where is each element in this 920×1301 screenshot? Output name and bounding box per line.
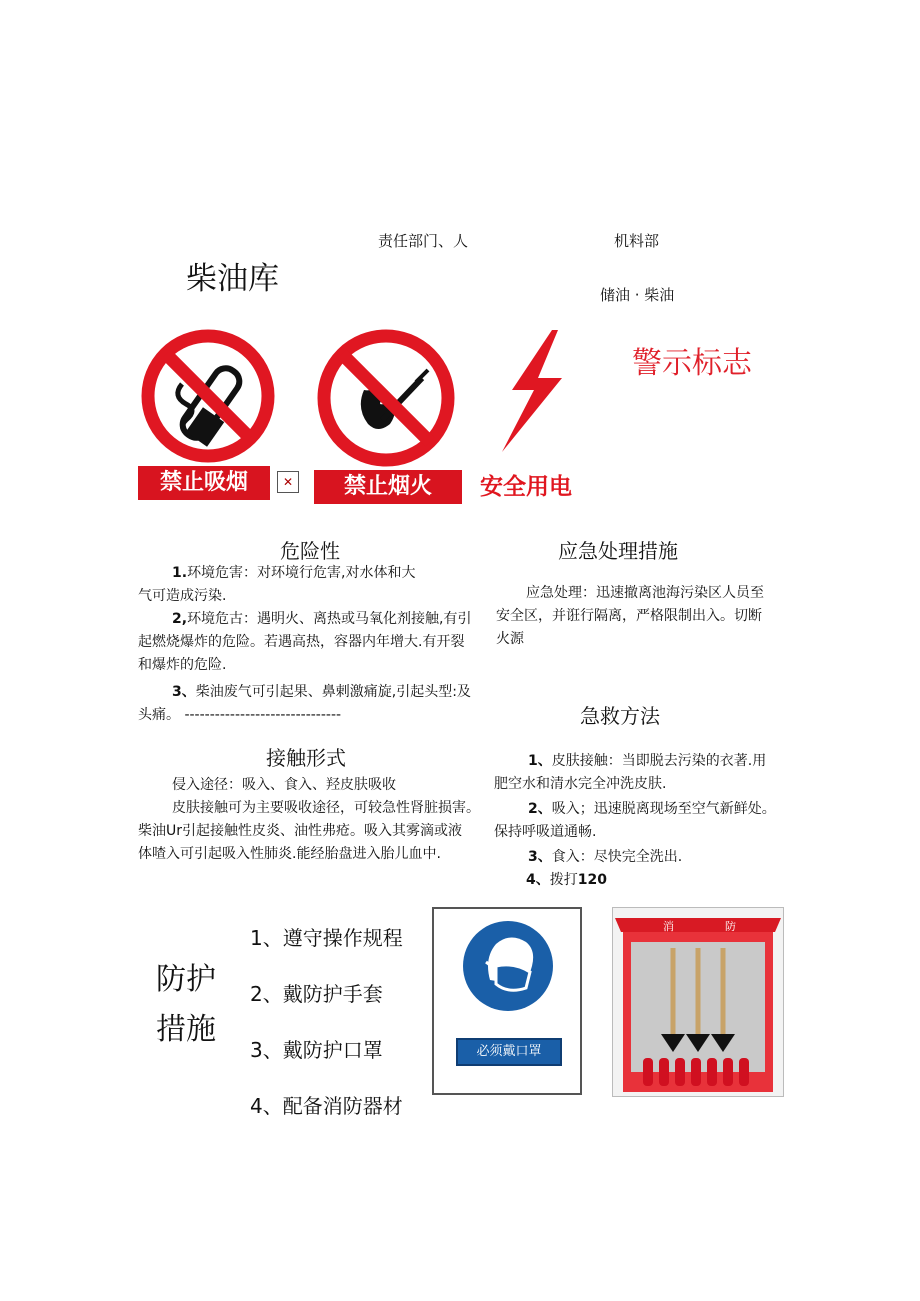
protection-item: 3、戴防护口罩 xyxy=(250,1038,383,1062)
first-aid-list xyxy=(494,750,776,892)
contact-line: 皮肤接触可为主要吸收途径，可较急性肾脏损害。 xyxy=(172,800,480,816)
danger-item: 3、柴油废气可引起果、鼻剌激痛旋,引起头型:及 xyxy=(172,684,471,700)
first-aid-item: 4、拨打120 xyxy=(526,872,607,888)
contact-text xyxy=(138,774,480,866)
fire-equipment-cabinet-image xyxy=(612,907,784,1097)
contact-line: 侵入途径：吸入、食入、羟皮肤吸收 xyxy=(172,777,396,793)
electric-hazard-icon xyxy=(478,320,582,460)
no-smoking-sign xyxy=(138,320,278,500)
cabinet-label-right: 防 xyxy=(725,920,736,933)
emergency-text xyxy=(496,582,764,651)
contact-line: 柴油Ur引起接触性皮炎、油性弗疮。吸入其雾滴或液 xyxy=(138,823,463,839)
face-mask-icon xyxy=(460,918,556,1014)
page-title: 柴油库 xyxy=(186,261,279,297)
no-fire-icon xyxy=(312,320,462,476)
no-smoking-icon xyxy=(138,320,278,470)
danger-item-cont: 头痛。 ------------------------------- xyxy=(138,707,342,723)
first-aid-item: 1、皮肤接触：当即脱去污染的衣著.用 xyxy=(528,753,767,769)
emergency-line: 安全区，并诳行隔离，严格限制出入。切断 xyxy=(496,608,762,624)
dash-divider: ------------------------------- xyxy=(184,707,342,723)
danger-item-cont: 和爆炸的危险. xyxy=(138,657,227,673)
broken-image-icon: ✕ xyxy=(277,471,299,493)
first-aid-item: 3、食入：尽快完全洗出. xyxy=(528,849,683,865)
first-aid-item: 2、吸入；迅速脱离现场至空气新鲜处。 xyxy=(528,801,776,817)
contact-line: 体喳入可引起吸入性肺炎.能经胎盘进入胎儿血中. xyxy=(138,846,441,862)
danger-item-cont: 气可造成污染. xyxy=(138,588,227,604)
mask-sign-label: 必须戴口罩 xyxy=(456,1038,562,1066)
contact-heading: 接触形式 xyxy=(266,746,346,770)
emergency-line: 应急处理：迅速撤离池海污染区人员至 xyxy=(526,585,764,601)
sign-label: 禁止烟火 xyxy=(314,470,462,504)
protection-item: 1、遵守操作规程 xyxy=(250,926,403,950)
cabinet-label-left: 消 xyxy=(663,920,674,933)
protection-item: 4、配备消防器材 xyxy=(250,1094,403,1118)
danger-heading: 危险性 xyxy=(280,539,340,563)
danger-item-cont: 起燃烧爆炸的危险。若遇高热，容器内年增大.有开裂 xyxy=(138,634,465,650)
emergency-heading: 应急处理措施 xyxy=(558,539,678,563)
danger-list xyxy=(138,562,488,727)
warning-signs-title: 警示标志 xyxy=(632,346,752,381)
electric-safety-sign xyxy=(478,320,582,500)
protection-item: 2、戴防护手套 xyxy=(250,982,383,1006)
responsible-dept-value: 机料部 xyxy=(614,232,660,250)
no-fire-sign xyxy=(312,320,462,500)
danger-item: 2,环境危古：遇明火、离热或马氧化剂接触,有引 xyxy=(172,611,472,627)
sign-label: 禁止吸烟 xyxy=(138,466,270,500)
first-aid-item-cont: 肥空水和清水完全冲洗皮肤. xyxy=(494,776,667,792)
sign-label: 安全用电 xyxy=(480,474,572,500)
first-aid-item-cont: 保持呼吸道通畅. xyxy=(494,824,597,840)
protection-heading: 防护 措施 xyxy=(156,962,216,1047)
first-aid-heading: 急救方法 xyxy=(580,704,660,728)
responsible-dept-label: 责任部门、人 xyxy=(378,232,469,250)
emergency-line: 火源 xyxy=(496,631,524,647)
danger-item: 1.环境危害：对环境行危害,对水体和大 xyxy=(172,565,416,581)
storage-type: 储油 · 柴油 xyxy=(600,286,675,304)
